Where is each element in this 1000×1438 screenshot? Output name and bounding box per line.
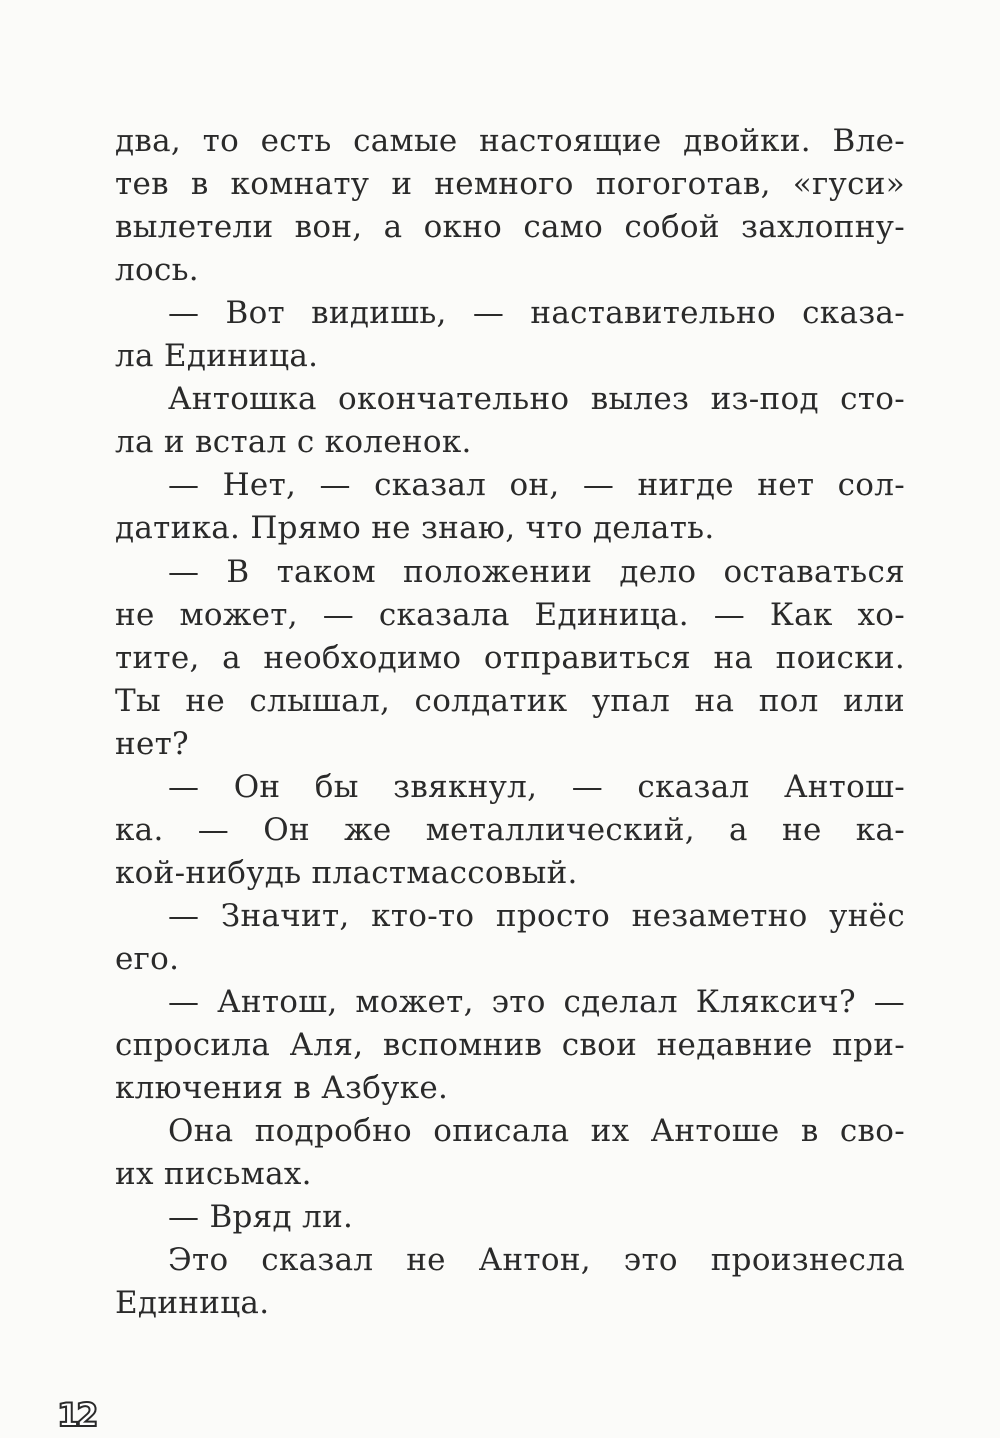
text-line: Она подробно описала их Антоше в сво- bbox=[168, 1113, 905, 1149]
text-line: лось. bbox=[115, 252, 199, 288]
text-line: два, то есть самые настоящие двойки. Вле- bbox=[115, 123, 905, 159]
text-line: ка. — Он же металлический, а не ка- bbox=[115, 812, 905, 848]
text-line: их письмах. bbox=[115, 1156, 312, 1192]
text-line: ла Единица. bbox=[115, 338, 319, 374]
text-line: — Нет, — сказал он, — нигде нет сол- bbox=[168, 467, 905, 503]
text-line: Это сказал не Антон, это произнесла bbox=[168, 1242, 905, 1278]
text-line: датика. Прямо не знаю, что делать. bbox=[115, 510, 715, 546]
text-line: ключения в Азбуке. bbox=[115, 1070, 449, 1106]
text-line: нет? bbox=[115, 726, 189, 762]
text-line: — Вот видишь, — наставительно сказа- bbox=[168, 295, 905, 331]
text-line: тите, а необходимо отправиться на поиски. bbox=[115, 640, 905, 676]
page-number: 12 bbox=[57, 1396, 96, 1434]
text-line: не может, — сказала Единица. — Как хо- bbox=[115, 597, 905, 633]
text-line: — Антош, может, это сделал Кляксич? — bbox=[168, 984, 905, 1020]
text-line: его. bbox=[115, 941, 180, 977]
text-line: Антошка окончательно вылез из-под сто- bbox=[168, 381, 905, 417]
text-line: — Он бы звякнул, — сказал Антош- bbox=[168, 769, 905, 805]
text-line: тев в комнату и немного погоготав, «гуси» bbox=[115, 166, 905, 202]
text-line: — Вряд ли. bbox=[168, 1199, 354, 1235]
text-line: — Значит, кто-то просто незаметно унёс bbox=[168, 898, 905, 934]
text-line: — В таком положении дело оставаться bbox=[168, 554, 905, 590]
text-line: вылетели вон, а окно само собой захлопну- bbox=[115, 209, 905, 245]
text-line: ла и встал с коленок. bbox=[115, 424, 472, 460]
text-line: спросила Аля, вспомнив свои недавние при- bbox=[115, 1027, 905, 1063]
text-line: Ты не слышал, солдатик упал на пол или bbox=[115, 683, 905, 719]
text-line: кой-нибудь пластмассовый. bbox=[115, 855, 578, 891]
text-line: Единица. bbox=[115, 1285, 270, 1321]
